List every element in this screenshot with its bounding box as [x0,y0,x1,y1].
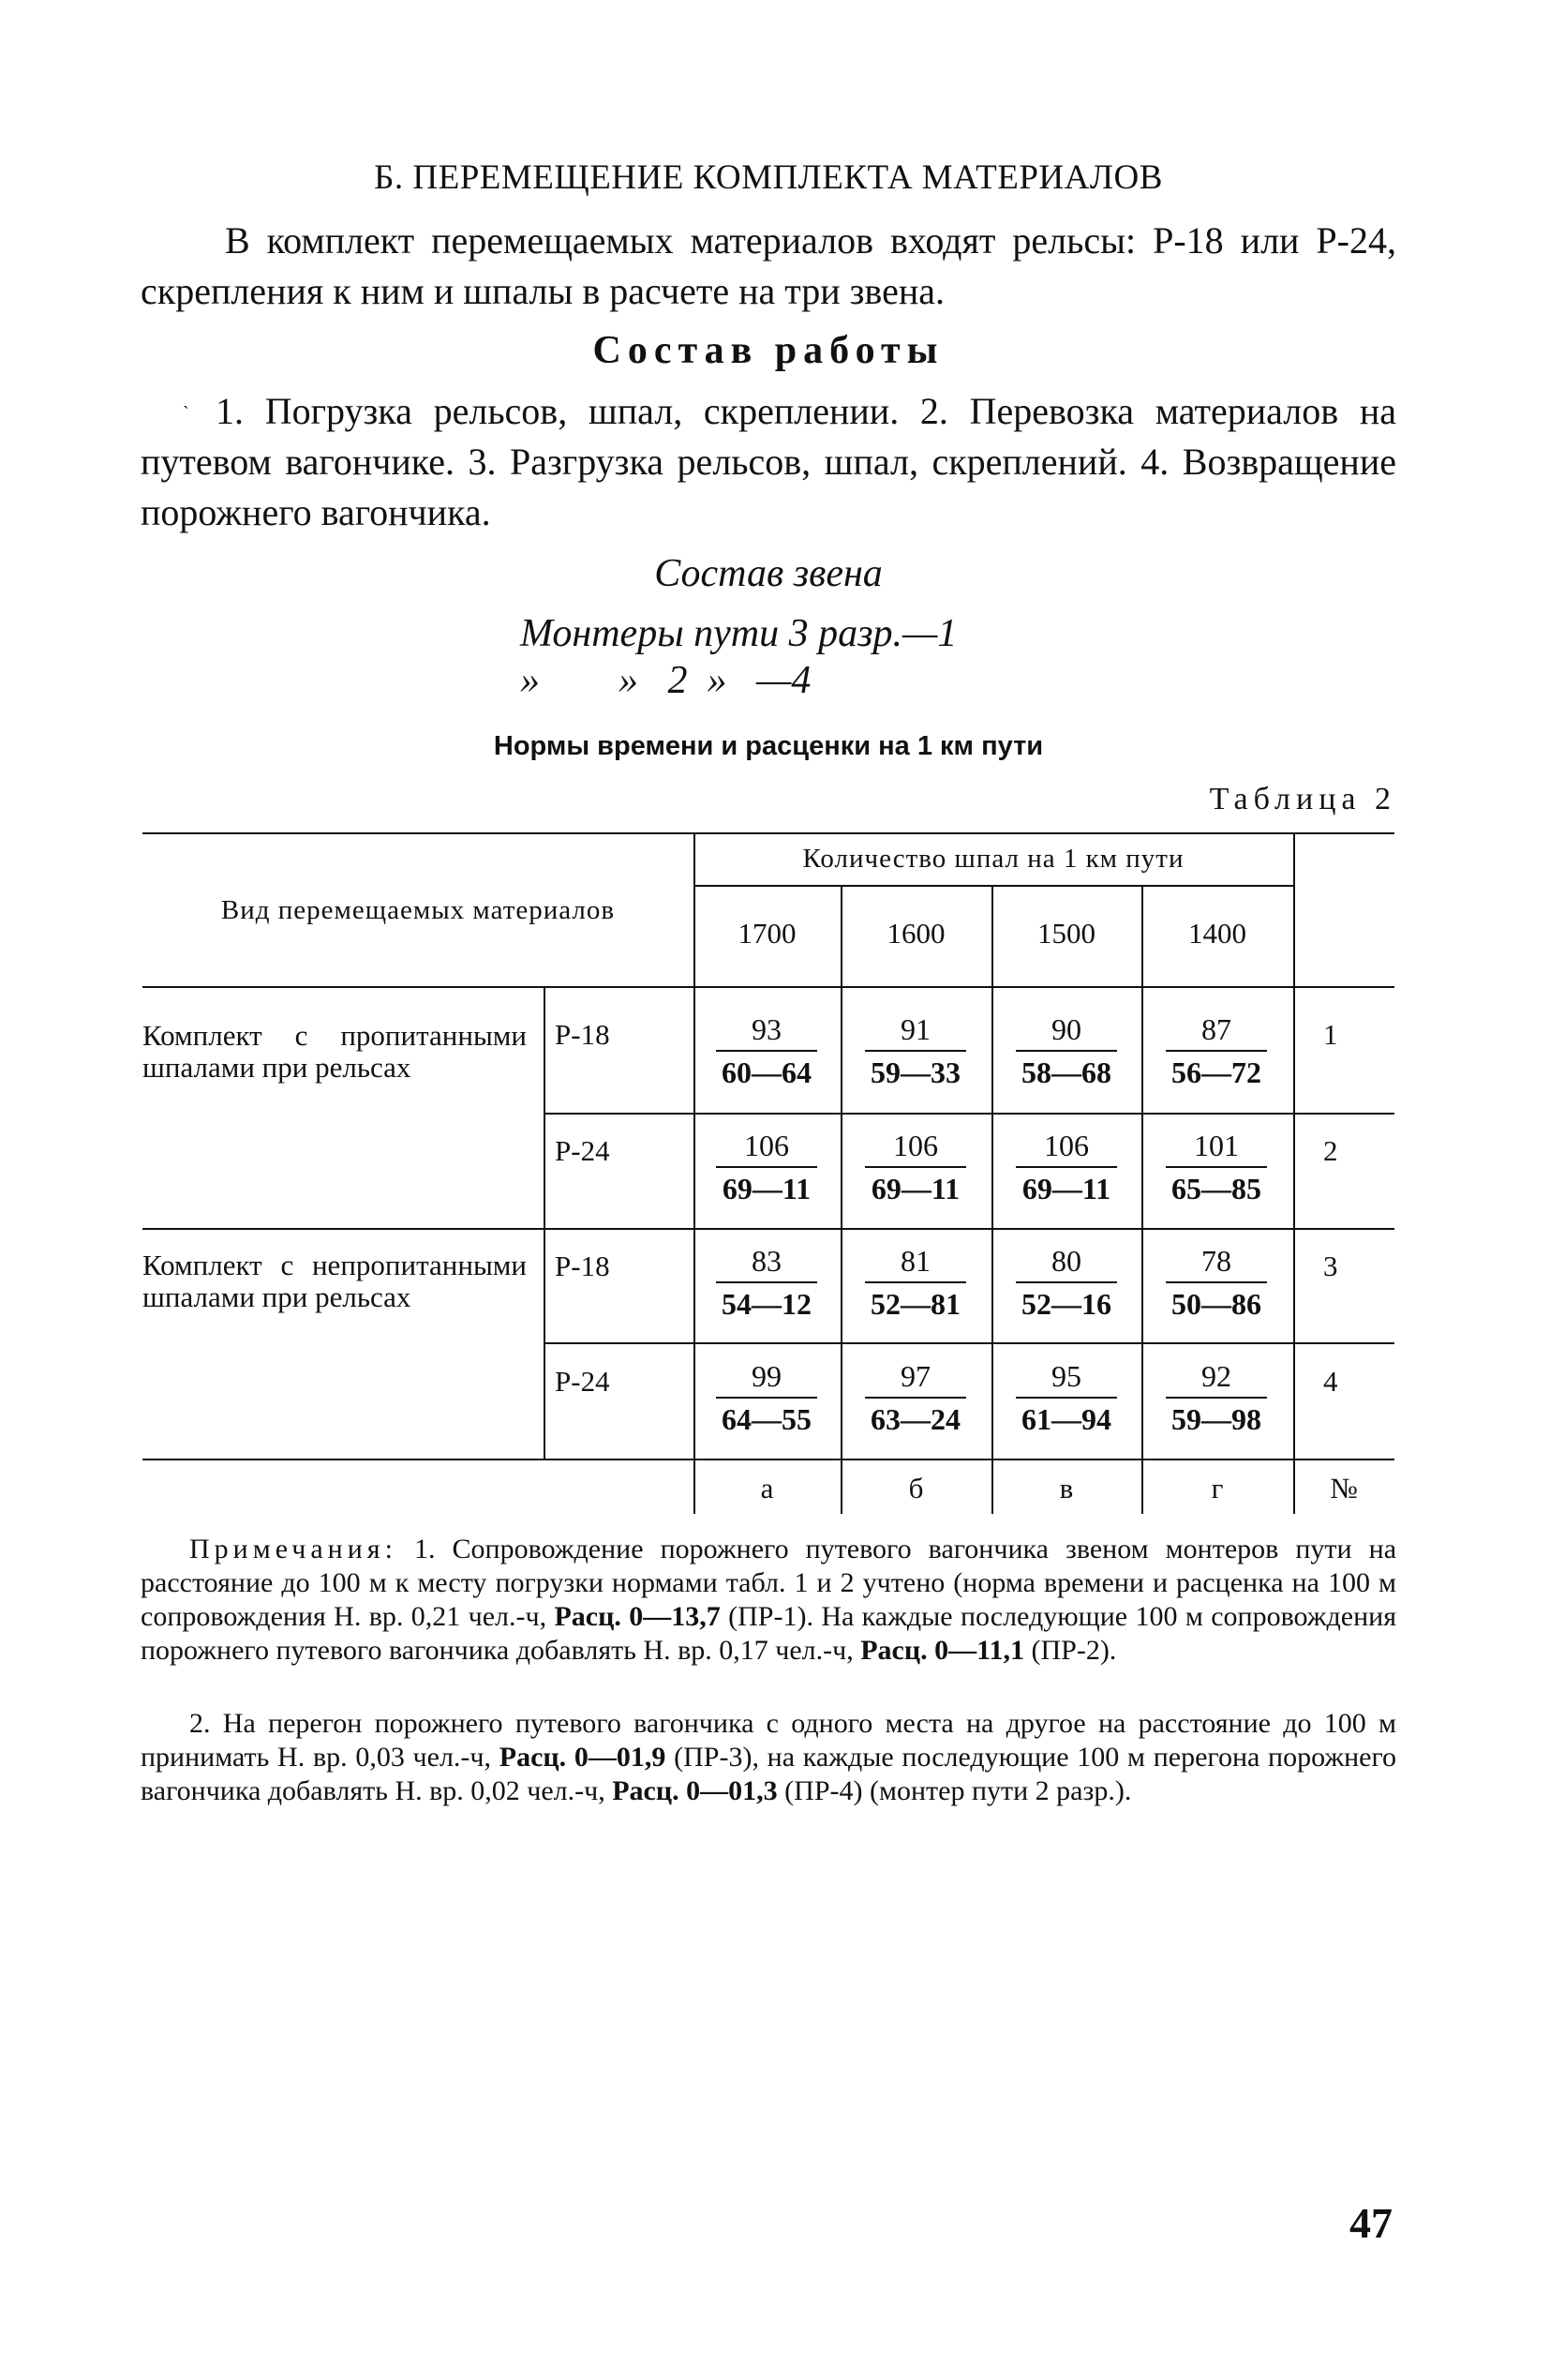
norm-time: 78 [1166,1240,1267,1283]
table-rule [142,1228,1394,1230]
column-header: 1600 [887,917,946,950]
note-text: (ПР-1). На каждые последующие 100 м сопровождения порожнего путевого вагончика добавлять Н. вр. 0,17 чел.-ч, [141,1601,1397,1666]
section-title: Б. ПЕРЕМЕЩЕНИЕ КОМПЛЕКТА МАТЕРИАЛОВ [374,158,1163,197]
crew-title: Состав звена [654,552,883,595]
column-letter: г [1211,1472,1224,1504]
note-text: 2. На перегон порожнего путевого вагончика с одного места на другое на расстояние до 100 м принимать Н. вр. 0,03 чел.-ч, [141,1708,1396,1773]
norm-cell [1151,1009,1282,1093]
crew-line-1: Монтеры пути 3 разр.—1 [520,612,958,655]
norm-time: 106 [865,1125,966,1168]
norm-time: 99 [716,1355,817,1399]
norm-time: 106 [1016,1125,1117,1168]
column-header: 1500 [1037,917,1095,950]
crew-line-2: » » 2 » —4 [520,659,812,702]
norm-cell [850,1125,981,1209]
norm-cell [701,1009,832,1093]
norm-time: 93 [716,1009,817,1052]
work-composition-text: 1. Погрузка рельсов, шпал, скреплении. 2. Перевозка материалов на путевом вагончике. 3. Разгрузка рельсов, шпал, скреплений. 4. Возвращение порожнего вагончика. [141,390,1396,533]
norm-cell [1001,1240,1132,1325]
table-rule [142,832,1394,834]
norm-cell [850,1355,981,1440]
rate: 56—72 [1171,1055,1261,1089]
norm-cell [701,1240,832,1325]
rate: 65—85 [1171,1172,1261,1205]
norm-cell [1001,1355,1132,1440]
group-label: Комплект с пропитанными шпалами при рельсах [142,1019,527,1084]
row-number: 2 [1323,1134,1338,1167]
rate-value: Расц. 0—11,1 [860,1635,1024,1666]
table-rule [693,885,1293,887]
table-label: Таблица 2 [1209,782,1396,816]
row-number: 4 [1323,1365,1338,1398]
rate: 52—16 [1021,1287,1111,1321]
norm-cell [850,1240,981,1325]
rate: 54—12 [722,1287,812,1321]
table-rule [142,1459,1394,1460]
rate: 60—64 [722,1055,812,1089]
table-title: Нормы времени и расценки на 1 км пути [493,731,1044,761]
norm-time: 80 [1016,1240,1117,1283]
norm-cell [850,1009,981,1093]
norm-cell [1001,1009,1132,1093]
norm-time: 92 [1166,1355,1267,1399]
norm-cell [1001,1125,1132,1209]
work-composition-title: Состав работы [592,329,945,372]
row-number: 1 [1323,1018,1338,1051]
norm-time: 91 [865,1009,966,1052]
note-text: (ПР-4) (монтер пути 2 разр.). [784,1775,1132,1806]
rate: 59—33 [871,1055,961,1089]
column-letter: а [760,1472,774,1504]
norm-cell [701,1355,832,1440]
table-rule [544,1113,1394,1115]
margin-mark: ` [183,403,189,424]
rate-value: Расц. 0—01,9 [499,1742,666,1773]
column-letter: б [908,1472,924,1504]
rate: 69—11 [722,1172,812,1205]
note-1 [141,1533,1396,1668]
note-text: 1. Сопровождение порожнего путевого вагончика звеном монтеров пути на расстояние до 100 м к месту погрузки нормами табл. 1 и 2 учтено (норма времени и расценка на 100 м сопровождения Н. вр. 0,21 чел.-ч, [141,1534,1397,1632]
rate: 64—55 [722,1402,812,1436]
norm-cell [1151,1240,1282,1325]
rail-type: Р-24 [555,1134,610,1167]
norm-time: 90 [1016,1009,1117,1052]
rate: 61—94 [1021,1402,1111,1436]
note-text: (ПР-3), на каждые последующие 100 м перегона порожнего вагончика добавлять Н. вр. 0,02 чел.-ч, [141,1742,1397,1806]
table-rule [544,1342,1394,1344]
note-2 [141,1707,1396,1808]
rate: 63—24 [871,1402,961,1436]
notes-label: Примечания: [189,1534,397,1564]
rail-type: Р-24 [555,1365,610,1398]
norm-time: 83 [716,1240,817,1283]
intro-paragraph: В комплект перемещаемых материалов входят рельсы: Р-18 или Р-24, скрепления к ним и шпалы в расчете на три звена. [141,219,1396,312]
number-column-header: № [1330,1472,1358,1504]
table-rule [1141,885,1143,1514]
table-rule [841,885,842,1514]
rate-value: Расц. 0—01,3 [612,1775,778,1806]
rail-type: Р-18 [555,1250,610,1282]
rate-value: Расц. 0—13,7 [554,1601,721,1632]
norm-cell [701,1125,832,1209]
rate: 69—11 [1021,1172,1111,1205]
norm-time: 106 [716,1125,817,1168]
table-rule [991,885,993,1514]
column-header: 1700 [738,917,797,950]
rate: 59—98 [1171,1402,1261,1436]
norm-time: 97 [865,1355,966,1399]
table-rule [142,986,1394,988]
note-text: (ПР-2). [1031,1635,1117,1666]
row-header: Вид перемещаемых материалов [220,895,616,925]
rate: 58—68 [1021,1055,1111,1089]
table-rule [544,986,545,1459]
norm-cell [1151,1125,1282,1209]
page-number: 47 [1349,2199,1393,2247]
column-group-header: Количество шпал на 1 км пути [802,844,1185,874]
rate: 52—81 [871,1287,961,1321]
table-rule [1293,832,1295,1514]
norm-time: 81 [865,1240,966,1283]
rail-type: Р-18 [555,1018,610,1051]
row-number: 3 [1323,1250,1338,1282]
norm-cell [1151,1355,1282,1440]
column-header: 1400 [1188,917,1246,950]
norm-time: 95 [1016,1355,1117,1399]
norm-time: 101 [1166,1125,1267,1168]
rate: 50—86 [1171,1287,1261,1321]
rate: 69—11 [871,1172,961,1205]
column-letter: в [1059,1472,1074,1504]
norm-time: 87 [1166,1009,1267,1052]
group-label: Комплект с непропитанными шпалами при рельсах [142,1249,527,1313]
